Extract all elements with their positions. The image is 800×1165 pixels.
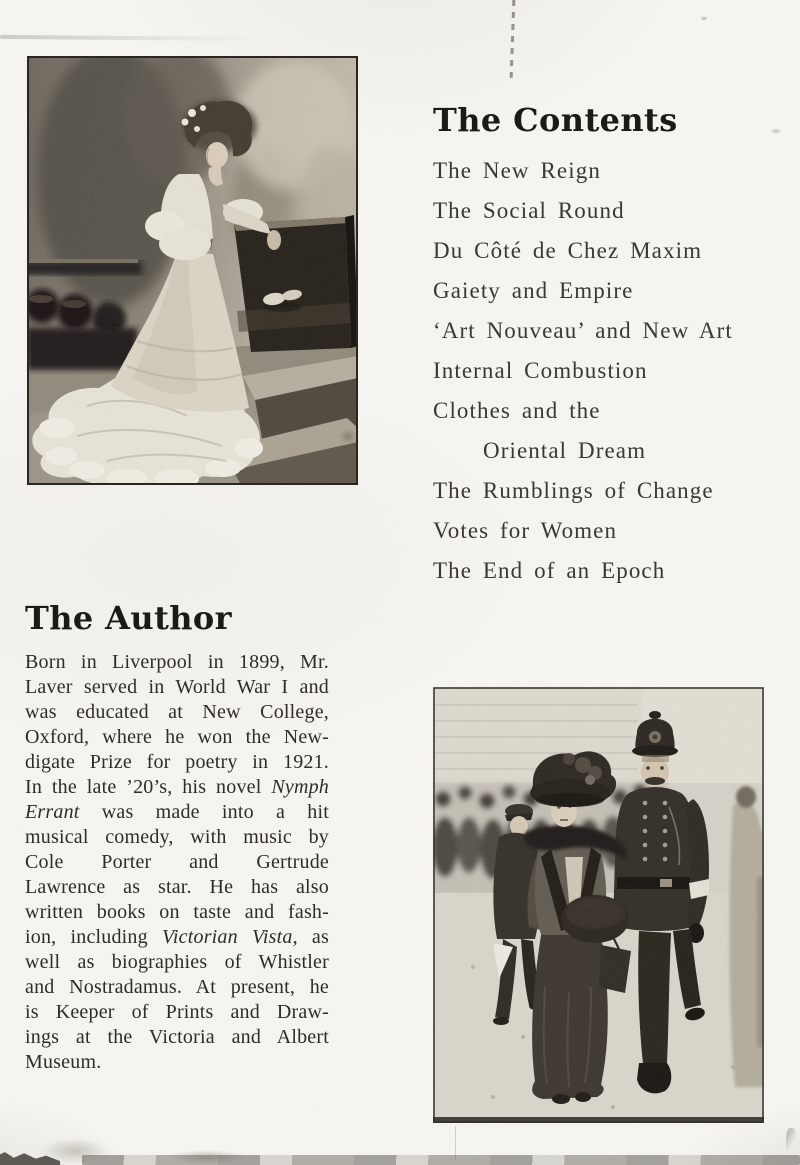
- contents-item: ‘Art Nouveau’ and New Art: [433, 318, 733, 343]
- paper-smudge-mark: [168, 1150, 246, 1164]
- photo-grain: [27, 56, 358, 485]
- paper-crease-mark: [455, 1126, 456, 1160]
- photo-grain: [433, 687, 764, 1123]
- author-paragraph-line: In the late ’20’s, his novel Nymph: [25, 776, 329, 798]
- author-paragraph-line: Cole Porter and Gertrude: [25, 851, 329, 873]
- contents-item: Du Côté de Chez Maxim: [433, 238, 703, 263]
- contents-heading: The Contents: [433, 101, 678, 139]
- contents-item: Clothes and the: [433, 398, 601, 423]
- author-paragraph-line: well as biographies of Whistler: [25, 951, 329, 973]
- author-paragraph-line: Laver served in World War I and: [25, 676, 329, 698]
- contents-item: The End of an Epoch: [433, 558, 666, 583]
- paper-smudge-mark: [40, 1138, 110, 1164]
- contents-item: The Social Round: [433, 198, 625, 223]
- author-paragraph-line: Born in Liverpool in 1899, Mr.: [25, 651, 329, 673]
- author-paragraph-line: digate Prize for poetry in 1921.: [25, 751, 329, 773]
- paper-scratch-mark: [510, 0, 516, 78]
- page-curl-mark: [786, 1128, 797, 1156]
- author-paragraph-line: musical comedy, with music by: [25, 826, 329, 848]
- contents-item: Oriental Dream: [483, 438, 647, 463]
- author-paragraph-line: is Keeper of Prints and Draw-: [25, 1001, 329, 1023]
- contents-item: Gaiety and Empire: [433, 278, 634, 303]
- author-paragraph-line: Museum.: [25, 1051, 102, 1073]
- contents-item: Votes for Women: [433, 518, 618, 543]
- author-paragraph-line: and Nostradamus. At present, he: [25, 976, 329, 998]
- contents-item: Internal Combustion: [433, 358, 648, 383]
- author-heading: The Author: [25, 599, 232, 637]
- author-paragraph-line: Lawrence as star. He has also: [25, 876, 329, 898]
- author-paragraph-line: Errant was made into a hit: [25, 801, 329, 823]
- paper-crease-mark: [0, 35, 268, 41]
- author-section: [25, 599, 329, 1075]
- author-paragraph: [25, 650, 329, 1075]
- contents-item: The New Reign: [433, 158, 601, 183]
- street-photo: [433, 687, 764, 1123]
- author-paragraph-line: ings at the Victoria and Albert: [25, 1026, 329, 1048]
- contents-item: The Rumblings of Change: [433, 478, 714, 503]
- author-paragraph-line: written books on taste and fash-: [25, 901, 329, 923]
- portrait-photo: [27, 56, 358, 485]
- paper-speck: [700, 16, 708, 21]
- contents-list: [433, 151, 773, 591]
- author-paragraph-line: was educated at New College,: [25, 701, 329, 723]
- author-paragraph-line: Oxford, where he won the New-: [25, 726, 329, 748]
- scan-edge-strip: [82, 1155, 800, 1165]
- scan-edge-blob: [0, 1145, 61, 1165]
- contents-section: [433, 101, 773, 591]
- author-paragraph-line: ion, including Victorian Vista, as: [25, 926, 329, 948]
